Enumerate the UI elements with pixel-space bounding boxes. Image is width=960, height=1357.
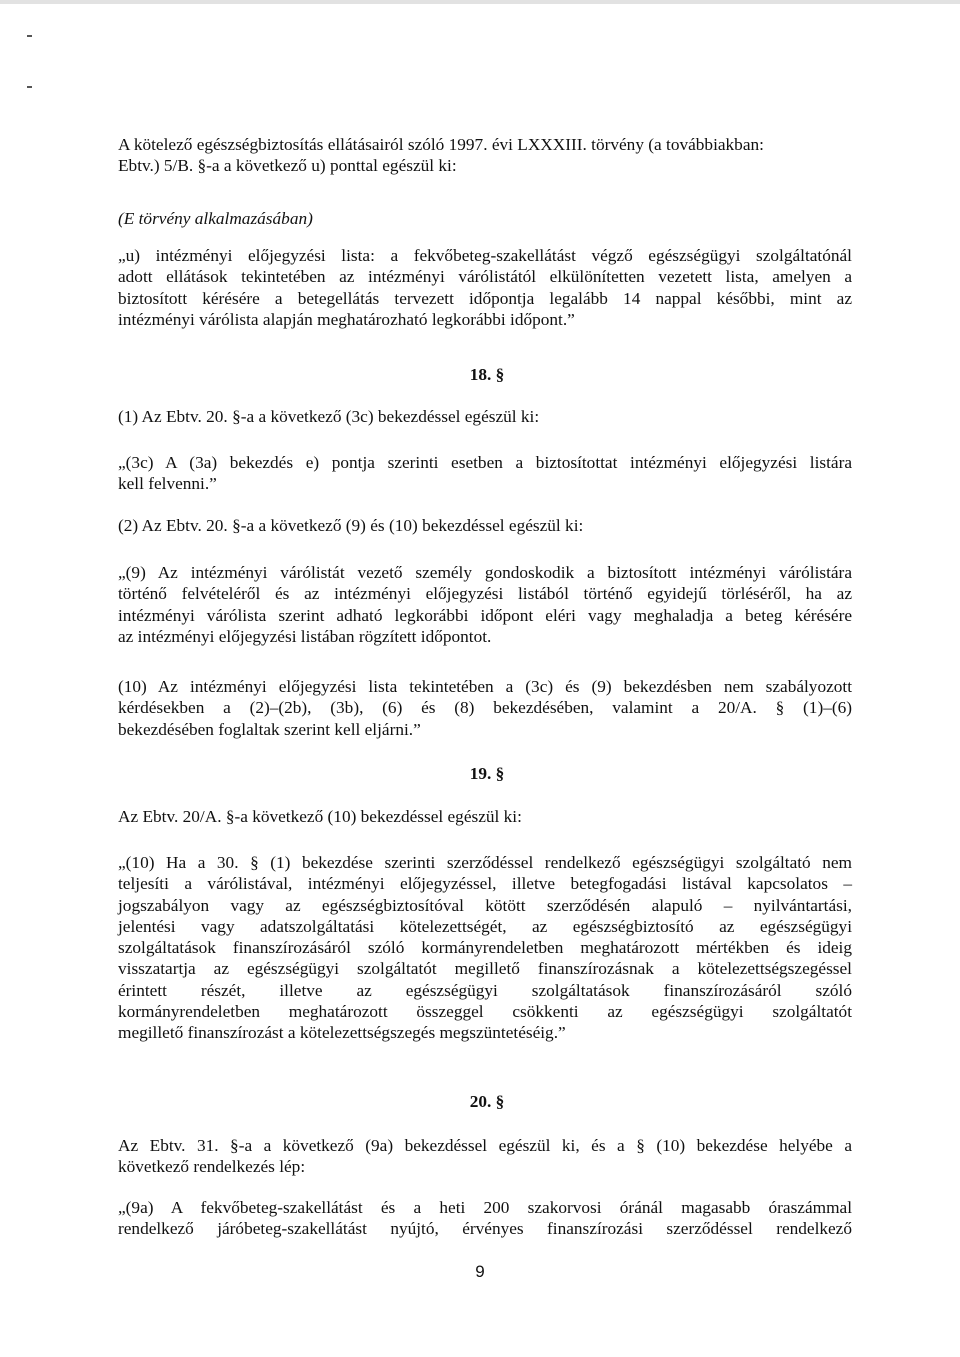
definition-line: biztosított kérésére a betegellátás tervezett időpontja legalább 14 nappal későbbi, mint az <box>118 288 852 308</box>
paragraph-line: „(3c) A (3a) bekezdés e) pontja szerinti esetben a biztosítottat intézményi előjegyzési listára <box>118 453 852 472</box>
scope-line: (E törvény alkalmazásában) <box>118 209 313 228</box>
paragraph-line: jogszabályon vagy az egészségbiztosítóval kötött szerződésén alapuló – nyilvántartási, <box>118 895 852 915</box>
paragraph-line: rendelkező járóbeteg-szakellátást nyújtó, érvényes finanszírozási szerződéssel rendelkező <box>118 1219 852 1239</box>
paragraph-line: történő felvételéről és az intézményi előjegyzési listából történő egyidejű törléséről, ha az <box>118 584 852 604</box>
paragraph-line: az intézményi előjegyzési listában rögzített időpontot. <box>118 626 492 646</box>
amendment-line: Az Ebtv. 31. §-a a következő (9a) bekezdéssel egészül ki, és a § (10) bekezdése helyébe a <box>118 1136 852 1155</box>
paragraph-line: bekezdésében foglaltak szerint kell eljárni.” <box>118 719 421 739</box>
paragraph-line: szolgáltatások finanszírozásáról szóló kormányrendeletben meghatározott mértékben és ideig <box>118 938 852 958</box>
scope-note <box>118 208 852 229</box>
definition-line: intézményi várólista alapján meghatározható legkorábbi időpont.” <box>118 309 575 329</box>
page-number: 9 <box>475 1262 485 1281</box>
paragraph-line: „(9) Az intézményi várólistát vezető személy gondoskodik a biztosított intézményi várólistára <box>118 563 852 582</box>
amendment-line: (1) Az Ebtv. 20. §-a a következő (3c) bekezdéssel egészül ki: <box>118 407 540 426</box>
paragraph-3c <box>118 452 852 495</box>
paragraph-line: jelentési vagy adatszolgáltatási kötelezettségét, az egészségbiztosító az egészségügyi <box>118 916 852 936</box>
paragraph-line: kormányrendeletben meghatározott összeggel csökkenti az egészségügyi szolgáltatót <box>118 1002 852 1022</box>
definition-line: adott ellátások tekintetében az intézményi várólistától elkülönítetten vezetett lista, amelyen a <box>118 267 852 287</box>
scan-edge <box>0 0 960 4</box>
paragraph-line: visszatartja az egészségügyi szolgáltatót megillető finanszírozásnak a kötelezettségszegéssel <box>118 959 852 979</box>
definition-u <box>118 245 852 330</box>
amendment-2-intro <box>118 515 852 536</box>
paragraph-line: „(9a) A fekvőbeteg-szakellátást és a heti 200 szakorvosi óránál magasabb óraszámmal <box>118 1198 852 1217</box>
amendment-1-intro <box>118 406 852 427</box>
amendment-line: (2) Az Ebtv. 20. §-a a következő (9) és (10) bekezdéssel egészül ki: <box>118 516 584 535</box>
paragraph-line: megillető finanszírozást a kötelezettségszegés megszüntetéséig.” <box>118 1023 566 1043</box>
intro-line: Ebtv.) 5/B. §-a a következő u) ponttal egészül ki: <box>118 156 457 176</box>
amendment-line: következő rendelkezés lép: <box>118 1157 306 1177</box>
paragraph-line: érintett részét, illetve az egészségügyi szolgáltatások finanszírozásáról szóló <box>118 980 852 1000</box>
paragraph-9a <box>118 1197 852 1240</box>
definition-line: „u) intézményi előjegyzési lista: a fekvőbeteg-szakellátást végző egészségügyi szolgáltatónál <box>118 246 852 265</box>
intro-paragraph <box>118 134 852 177</box>
paragraph-line: teljesíti a várólistával, intézményi előjegyzéssel, illetve betegfogadási listával kapcsolatos – <box>118 874 852 894</box>
section-heading-20: 20. § <box>469 1092 505 1111</box>
amendment-31-intro <box>118 1135 852 1178</box>
paragraph-10-20a <box>118 852 852 1044</box>
paragraph-line: kell felvenni.” <box>118 474 217 494</box>
scan-mark <box>27 35 32 37</box>
paragraph-line: „(10) Ha a 30. § (1) bekezdése szerinti szerződéssel rendelkező egészségügyi szolgáltató nem <box>118 853 852 872</box>
paragraph-line: kérdésekben a (2)–(2b), (3b), (6) és (8) bekezdésében, valamint a 20/A. § (1)–(6) <box>118 698 852 718</box>
amendment-20a-intro <box>118 806 852 827</box>
amendment-line: Az Ebtv. 20/A. §-a következő (10) bekezdéssel egészül ki: <box>118 807 522 826</box>
paragraph-10 <box>118 676 852 740</box>
section-heading-18: 18. § <box>469 365 505 384</box>
scan-mark <box>27 86 32 88</box>
intro-line: A kötelező egészségbiztosítás ellátásairól szóló 1997. évi LXXXIII. törvény (a továbbiakban: <box>118 135 764 154</box>
paragraph-9 <box>118 562 852 647</box>
paragraph-line: intézményi várólista szerint adható legkorábbi időpont eléri vagy meghaladja a beteg kérésére <box>118 605 852 625</box>
paragraph-line: (10) Az intézményi előjegyzési lista tekintetében a (3c) és (9) bekezdésben nem szabályozott <box>118 677 852 696</box>
section-heading-19: 19. § <box>469 764 505 783</box>
